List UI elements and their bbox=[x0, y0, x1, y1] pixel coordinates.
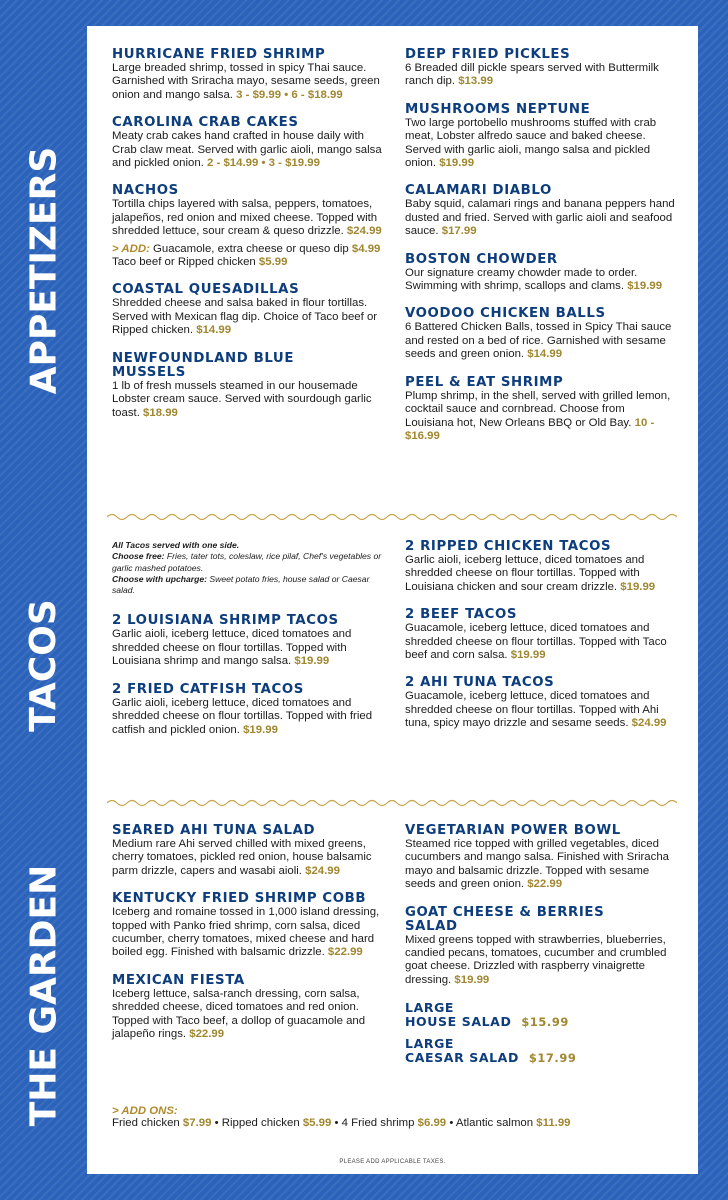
simple-salad bbox=[405, 1001, 675, 1029]
menu-item bbox=[405, 906, 675, 988]
item-desc: Meaty crab cakes hand crafted in house daily with Crab claw meat. Served with garlic aioli, mango salsa and pickled onion. bbox=[112, 130, 382, 170]
add-line1: Guacamole, extra cheese or queso dip bbox=[153, 242, 349, 255]
salad-price: $17.99 bbox=[528, 1051, 577, 1066]
item-desc: Garlic aioli, iceberg lettuce, diced tomatoes and shredded cheese on flour tortillas. Topped with Louisiana shrimp and mango salsa. bbox=[112, 628, 352, 668]
appetizers-title: APPETIZERS bbox=[23, 146, 64, 394]
garden-left-column bbox=[112, 824, 382, 1055]
menu-item bbox=[405, 48, 675, 89]
item-desc: Mixed greens topped with strawberries, blueberries, candied pecans, tomatoes, cucumber and crumbled goat cheese. Drizzled with raspberry vinaigrette dressing. bbox=[405, 933, 667, 986]
item-price: $19.99 bbox=[294, 655, 330, 668]
section-label-garden bbox=[0, 845, 87, 1145]
section-label-appetizers bbox=[0, 120, 87, 420]
addon-name: Atlantic salmon bbox=[455, 1117, 534, 1129]
add-price1: $4.99 bbox=[351, 242, 381, 255]
addon-price: $6.99 bbox=[417, 1117, 447, 1129]
item-title: 2 FRIED CATFISH TACOS bbox=[112, 681, 304, 697]
salad-line1: LARGE bbox=[405, 1036, 455, 1052]
item-price: $13.99 bbox=[458, 75, 494, 88]
salad-price: $15.99 bbox=[521, 1015, 569, 1030]
item-title: PEEL & EAT SHRIMP bbox=[405, 374, 564, 390]
item-price: $22.99 bbox=[527, 878, 563, 891]
item-title: CALAMARI DIABLO bbox=[405, 183, 552, 199]
item-price: $22.99 bbox=[189, 1028, 225, 1041]
note-free-label: Choose free: bbox=[112, 551, 165, 562]
item-title: MEXICAN FIESTA bbox=[112, 972, 245, 988]
item-price: $24.99 bbox=[305, 864, 340, 877]
garden-right-column bbox=[405, 824, 675, 1079]
item-price: $19.99 bbox=[439, 157, 475, 170]
item-title: GOAT CHEESE & BERRIES SALAD bbox=[405, 904, 605, 934]
menu-item bbox=[112, 184, 382, 269]
item-title: MUSHROOMS NEPTUNE bbox=[405, 101, 591, 117]
item-desc: Our signature creamy chowder made to order. Swimming with shrimp, scallops and clams. bbox=[405, 266, 638, 293]
item-price: $19.99 bbox=[454, 973, 490, 986]
add-price2: $5.99 bbox=[258, 256, 288, 269]
note-upcharge-text: Sweet potato fries, house salad or Caesar salad. bbox=[112, 573, 370, 596]
item-price: $19.99 bbox=[620, 580, 656, 593]
item-price: $14.99 bbox=[527, 348, 563, 361]
item-title: NACHOS bbox=[112, 183, 179, 199]
addon-price: $7.99 bbox=[182, 1117, 212, 1129]
add-ons: > ADD ONS: Fried chicken $7.99 • Ripped chicken $5.99 • 4 Fried shrimp $6.99 • Atlantic salmon $11.99 bbox=[112, 1105, 571, 1129]
addon-name: Ripped chicken bbox=[221, 1117, 300, 1129]
menu-panel bbox=[87, 26, 698, 1174]
salad-line2: HOUSE SALAD bbox=[405, 1014, 512, 1030]
item-desc: Iceberg lettuce, salsa-ranch dressing, corn salsa, shredded cheese, diced tomatoes and red onion. Topped with Taco beef, a dollop of guacamole and jalapeño rings. bbox=[112, 987, 366, 1041]
menu-item bbox=[405, 376, 675, 444]
item-desc: Iceberg and romaine tossed in 1,000 island dressing, topped with Panko fried shrimp, corn salsa, diced cucumber, cherry tomatoes, mixed cheese and hard boiled egg. Finished with balsamic drizzle. bbox=[112, 906, 380, 959]
addon-name: Fried chicken bbox=[112, 1117, 180, 1129]
item-desc: Guacamole, iceberg lettuce, diced tomatoes and shredded cheese on flour tortillas. Topped with Ahi tuna, spicy mayo drizzle and sesame seeds. bbox=[405, 690, 659, 730]
item-title: 2 LOUISIANA SHRIMP TACOS bbox=[112, 613, 339, 629]
add-line2: Taco beef or Ripped chicken bbox=[112, 256, 256, 269]
tacos-title: TACOS bbox=[23, 598, 65, 732]
menu-item bbox=[112, 614, 382, 668]
note-free-text: Fries, tater tots, coleslaw, rice pilaf, Chef's vegetables or garlic mashed potatoes. bbox=[112, 551, 382, 573]
menu-item bbox=[112, 683, 382, 737]
item-price: $22.99 bbox=[327, 946, 363, 959]
item-desc: Garlic aioli, iceberg lettuce, diced tomatoes and shredded cheese on flour tortillas. Topped with Louisiana chicken and sour cream drizzle. bbox=[405, 554, 645, 593]
item-desc: Plump shrimp, in the shell, served with grilled lemon, cocktail sauce and cornbread. Choose from Louisiana hot, New Orleans BBQ or Old Bay. bbox=[405, 389, 671, 429]
salad-line2: CAESAR SALAD bbox=[405, 1050, 519, 1066]
wave-divider bbox=[107, 512, 677, 522]
add-label: > ADD: bbox=[112, 242, 150, 255]
tacos-note bbox=[112, 540, 382, 596]
menu-item bbox=[112, 892, 382, 960]
item-price: 3 - $9.99 • 6 - $18.99 bbox=[236, 88, 343, 101]
item-title: DEEP FRIED PICKLES bbox=[405, 47, 571, 62]
item-price: $19.99 bbox=[510, 649, 546, 662]
item-desc: 6 Breaded dill pickle spears served with Buttermilk ranch dip. bbox=[405, 62, 659, 88]
addon-price: $5.99 bbox=[302, 1117, 332, 1129]
appetizers-left-column bbox=[112, 48, 382, 434]
item-title: 2 RIPPED CHICKEN TACOS bbox=[405, 539, 612, 554]
menu-item bbox=[112, 824, 382, 878]
item-title: HURRICANE FRIED SHRIMP bbox=[112, 47, 326, 62]
tax-note: PLEASE ADD APPLICABLE TAXES. bbox=[339, 1159, 446, 1165]
addon-price: $11.99 bbox=[536, 1117, 571, 1129]
item-desc: Baby squid, calamari rings and banana peppers hand dusted and fried. Served with garlic aioli and seafood sauce. bbox=[405, 198, 675, 238]
item-title: VOODOO CHICKEN BALLS bbox=[405, 306, 606, 322]
menu-item bbox=[405, 676, 675, 730]
item-price: $24.99 bbox=[631, 717, 667, 730]
menu-item bbox=[112, 116, 382, 170]
item-desc: Guacamole, iceberg lettuce, diced tomatoes and shredded cheese on flour tortillas. Topped with Taco beef and corn salsa. bbox=[405, 622, 667, 662]
item-desc: Large breaded shrimp, tossed in spicy Thai sauce. Garnished with Sriracha mayo, sesame seeds, green onion and mango salsa. bbox=[112, 62, 380, 101]
item-desc: Garlic aioli, iceberg lettuce, diced tomatoes and shredded cheese on flour tortillas. Topped with fried catfish and pickled onion. bbox=[112, 696, 373, 736]
appetizers-right-column bbox=[405, 48, 675, 457]
add-ons-label: > ADD ONS: bbox=[112, 1105, 178, 1117]
item-price: $19.99 bbox=[243, 723, 278, 736]
item-desc: Tortilla chips layered with salsa, peppers, tomatoes, jalapeños, red onion and mixed cheese. Topped with shredded lettuce, sour cream & queso drizzle. bbox=[112, 198, 378, 238]
addon-name: 4 Fried shrimp bbox=[341, 1117, 415, 1129]
item-desc: 1 lb of fresh mussels steamed in our housemade Lobster cream sauce. Served with sourdough garlic toast. bbox=[112, 379, 372, 419]
item-price: $17.99 bbox=[441, 225, 477, 238]
item-title: 2 BEEF TACOS bbox=[405, 607, 518, 623]
item-price: $24.99 bbox=[346, 225, 382, 238]
item-price: $19.99 bbox=[627, 280, 663, 293]
item-desc: Two large portobello mushrooms stuffed with crab meat, Lobster alfredo sauce and baked cheese. Served with garlic aioli, mango salsa and pickled onion. bbox=[405, 116, 657, 170]
menu-item bbox=[405, 253, 675, 294]
menu-item bbox=[112, 352, 382, 420]
tacos-right-column bbox=[405, 540, 675, 745]
menu-item bbox=[112, 974, 382, 1042]
item-title: CAROLINA CRAB CAKES bbox=[112, 115, 299, 131]
menu-item bbox=[405, 824, 675, 892]
section-label-tacos bbox=[0, 515, 87, 815]
note-line1: All Tacos served with one side. bbox=[112, 540, 240, 550]
item-desc: Medium rare Ahi served chilled with mixed greens, cherry tomatoes, pickled red onion, house balsamic parm drizzle, capers and wasabi aioli. bbox=[112, 838, 372, 877]
item-title: VEGETARIAN POWER BOWL bbox=[405, 823, 621, 838]
item-title: BOSTON CHOWDER bbox=[405, 251, 558, 267]
item-desc: Steamed rice topped with grilled vegetables, diced cucumbers and mango salsa. Finished with Sriracha mayo and balsamic drizzle. Topped with sesame seeds and green onion. bbox=[405, 838, 670, 891]
menu-item bbox=[405, 608, 675, 662]
menu-item bbox=[112, 48, 382, 102]
item-title: SEARED AHI TUNA SALAD bbox=[112, 823, 316, 838]
menu-item bbox=[405, 540, 675, 594]
wave-divider bbox=[107, 798, 677, 808]
menu-item bbox=[405, 103, 675, 171]
item-desc: 6 Battered Chicken Balls, tossed in Spicy Thai sauce and rested on a bed of rice. Garnished with sesame seeds and green onion. bbox=[405, 321, 672, 361]
salad-line1: LARGE bbox=[405, 1000, 455, 1016]
item-title: 2 AHI TUNA TACOS bbox=[405, 675, 555, 691]
note-upcharge-label: Choose with upcharge: bbox=[112, 573, 208, 584]
item-title: COASTAL QUESADILLAS bbox=[112, 282, 300, 298]
menu-item bbox=[405, 307, 675, 361]
item-price: 2 - $14.99 • 3 - $19.99 bbox=[207, 157, 320, 170]
item-title: NEWFOUNDLAND BLUE MUSSELS bbox=[112, 350, 295, 380]
item-price: $14.99 bbox=[196, 324, 232, 337]
item-price: $18.99 bbox=[143, 406, 178, 419]
item-price: 10 - $16.99 bbox=[405, 416, 655, 442]
menu-item bbox=[112, 283, 382, 337]
tacos-left-column bbox=[112, 540, 382, 751]
item-desc: Shredded cheese and salsa baked in flour tortillas. Served with Mexican flag dip. Choice of Taco beef or Ripped chicken. bbox=[112, 297, 378, 337]
menu-item bbox=[405, 184, 675, 238]
garden-title: THE GARDEN bbox=[23, 864, 65, 1126]
simple-salad bbox=[405, 1037, 675, 1065]
item-title: KENTUCKY FRIED SHRIMP COBB bbox=[112, 891, 367, 907]
